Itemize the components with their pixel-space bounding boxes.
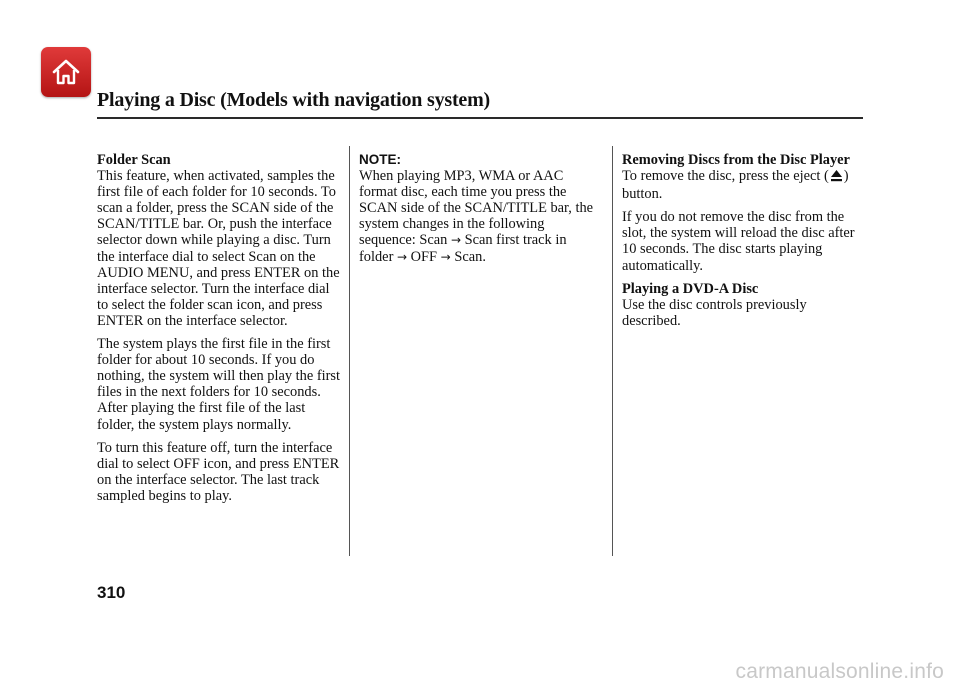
- paragraph-folder-scan-intro: This feature, when activated, samples the first file of each folder for 10 seconds. To scan a folder, press the SCAN side of the SCAN/TITLE bar. Or, push the interface selector down while playing a disc. Turn the interface dial to select Scan on the AUDIO MENU, and press ENTER on the interface selector. Turn the interface dial to select the folder scan icon, and press ENTER on the interface selector.: [97, 168, 340, 329]
- home-icon: [51, 58, 81, 86]
- arrow-icon: →: [440, 249, 451, 264]
- sequence-item-3: OFF: [410, 248, 438, 265]
- sequence-item-1: Scan: [419, 232, 448, 249]
- paragraph-dvd-a: Use the disc controls previously described.: [622, 296, 807, 329]
- column-removing-discs: [622, 152, 867, 336]
- sequence-item-4: Scan.: [454, 248, 486, 265]
- watermark: carmanualsonline.info: [735, 660, 944, 683]
- eject-text-after: ) button.: [622, 168, 849, 203]
- paragraph-reload: If you do not remove the disc from the slot, the system will reload the disc after 10 seconds. The disc starts playing automatically.: [622, 209, 855, 274]
- page-title: Playing a Disc (Models with navigation system): [97, 89, 491, 111]
- paragraph-folder-scan-off: To turn this feature off, turn the interface dial to select OFF icon, and press ENTER on the interface selector. The last track sampled begins to play.: [97, 439, 340, 504]
- sequence-item-2: Scan first track in folder: [359, 232, 567, 265]
- home-button[interactable]: [41, 47, 91, 97]
- arrow-icon: →: [450, 233, 461, 248]
- note-intro: When playing MP3, WMA or AAC format disc, each time you press the SCAN side of the SCAN/TITLE bar, the system changes in the following sequence:: [359, 168, 594, 249]
- column-divider-1: [349, 146, 350, 556]
- column-divider-2: [612, 146, 613, 556]
- arrow-icon: →: [396, 249, 408, 264]
- header-divider: [97, 117, 863, 119]
- eject-icon: [830, 169, 843, 186]
- paragraph-eject: [622, 168, 867, 202]
- note-body: [359, 168, 604, 265]
- note-label: NOTE:: [359, 152, 401, 167]
- paragraph-folder-scan-behavior: The system plays the first file in the first folder for about 10 seconds. If you do nothing, the system will then play the first files in the next folders for 10 seconds. After playing the first file of the last folder, the system plays normally.: [97, 336, 341, 433]
- column-note: [359, 152, 604, 265]
- heading-dvd-a: Playing a DVD-A Disc: [622, 280, 759, 297]
- heading-folder-scan: Folder Scan: [97, 152, 171, 168]
- column-folder-scan: [97, 152, 342, 511]
- heading-removing-discs: Removing Discs from the Disc Player: [622, 152, 850, 168]
- page-number: 310: [97, 583, 126, 602]
- eject-text-before: To remove the disc, press the eject (: [622, 168, 829, 185]
